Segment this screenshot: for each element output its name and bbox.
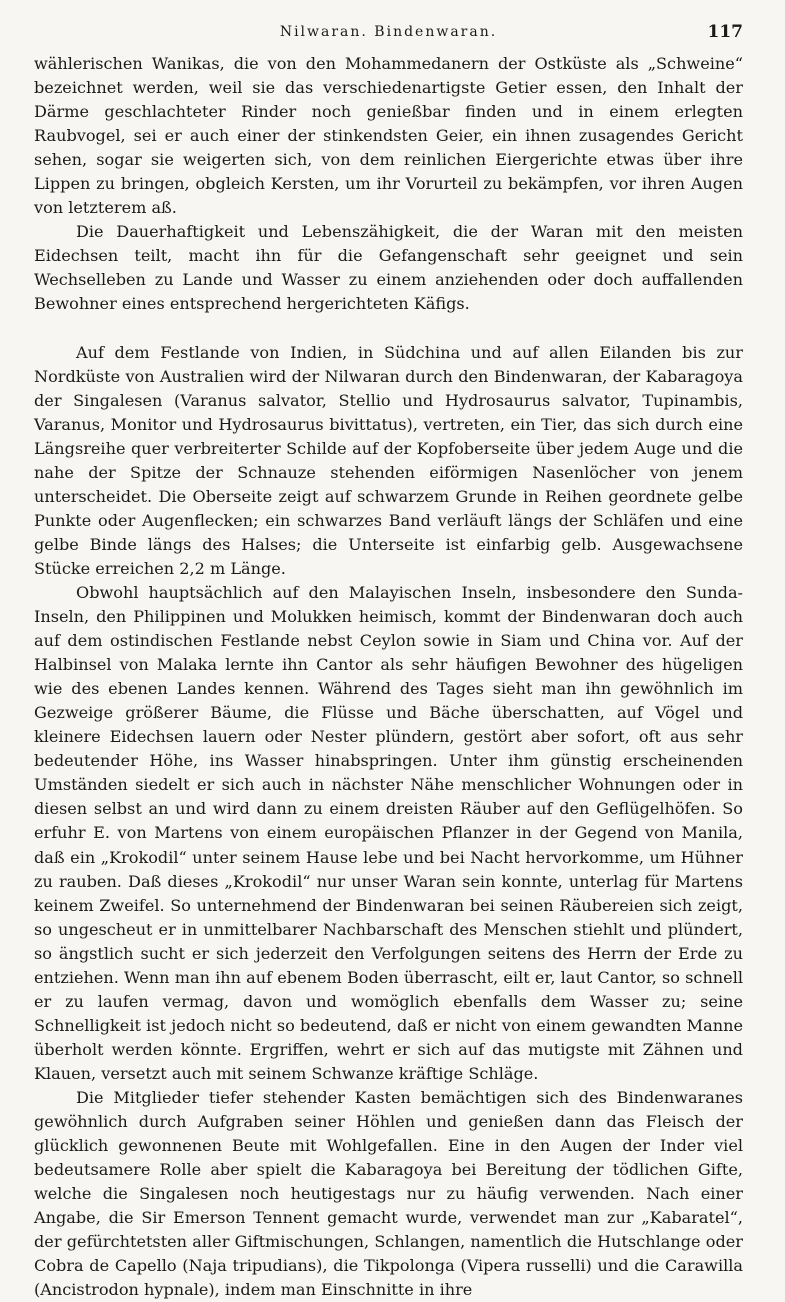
- paragraph: Die Mitglieder tiefer stehender Kasten bemächtigen sich des Bindenwaranes gewöhnlich durch Aufgraben seiner Höhlen und genießen dann das Fleisch der glücklich gewonnenen Beute mit Wohlgefallen. Eine in den Augen der Inder viel bedeutsamere Rolle aber spielt die Kabaragoya bei Bereitung der tödlichen Gifte, welche die Singalesen noch heutigestags nur zu häufig verwenden. Nach einer Angabe, die Sir Emerson Tennent gemacht wurde, verwendet man zur „Kabaratel“, der gefürchtetsten aller Giftmischungen, Schlangen, namentlich die Hutschlange oder Cobra de Capello (Naja tripudians), die Tikpolonga (Vipera russelli) und die Carawilla (Ancistrodon hypnale), indem man Einschnitte in ihre: [34, 1087, 743, 1300]
- running-title: Nilwaran. Bindenwaran.: [279, 24, 498, 40]
- running-head: [34, 22, 743, 52]
- paragraph: Auf dem Festlande von Indien, in Südchina und auf allen Eilanden bis zur Nordküste von Australien wird der Nilwaran durch den Bindenwaran, der Kabaragoya der Singalesen (Varanus salvator, Stellio und Hydrosaurus salvator, Tupinambis, Varanus, Monitor und Hydrosaurus bivittatus), vertreten, ein Tier, das sich durch eine Längsreihe quer verbreiterter Schilde auf der Kopfoberseite über jedem Auge und die nahe der Spitze der Schnauze stehenden eiförmigen Nasenlöcher von jenem unterscheidet. Die Oberseite zeigt auf schwarzem Grunde in Reihen geordnete gelbe Punkte oder Augenflecken; ein schwarzes Band verläuft längs der Schläfen und eine gelbe Binde längs des Halses; die Unterseite ist einfarbig gelb. Ausgewachsene Stücke erreichen 2,2 m Länge.: [34, 342, 743, 578]
- paragraph: Die Dauerhaftigkeit und Lebenszähigkeit, die der Waran mit den meisten Eidechsen teilt, macht ihn für die Gefangenschaft sehr geeignet und sein Wechselleben zu Lande und Wasser zu einem anziehenden oder doch auffallenden Bewohner eines entsprechend hergerichteten Käfigs.: [34, 222, 743, 314]
- page-number: 117: [707, 22, 743, 42]
- paragraph: Obwohl hauptsächlich auf den Malayischen Inseln, insbesondere den Sunda-Inseln, den Philippinen und Molukken heimisch, kommt der Bindenwaran doch auch auf dem ostindischen Festlande nebst Ceylon sowie in Siam und China vor. Auf der Halbinsel von Malaka lernte ihn Cantor als sehr häufigen Bewohner des hügeligen wie des ebenen Landes kennen. Während des Tages sieht man ihn gewöhnlich im Gezweige größerer Bäume, die Flüsse und Bäche überschatten, auf Vögel und kleinere Eidechsen lauern oder Nester plündern, gestört aber sofort, oft aus sehr bedeutender Höhe, ins Wasser hinabspringen. Unter ihm günstig erscheinenden Umständen siedelt er sich auch in nächster Nähe menschlicher Wohnungen oder in diesen selbst an und wird dann zu einem dreisten Räuber auf den Geflügelhöfen. So erfuhr E. von Martens von einem europäischen Pflanzer in der Gegend von Manila, daß ein „Krokodil“ unter seinem Hause lebe und bei Nacht hervorkomme, um Hühner zu rauben. Daß dieses „Krokodil“ nur unser Waran sein konnte, unterlag für Martens keinem Zweifel. So unternehmend der Bindenwaran bei seinen Räubereien sich zeigt, so ungescheut er in unmittelbarer Nachbarschaft des Menschen stiehlt und plündert, so ängstlich sucht er sich jederzeit den Verfolgungen seitens des Herrn der Erde zu entziehen. Wenn man ihn auf ebenem Boden überrascht, eilt er, laut Cantor, so schnell er zu laufen vermag, davon und womöglich ebenfalls dem Wasser zu; seine Schnelligkeit ist jedoch nicht so bedeutend, daß er nicht von einem gewandten Manne überholt werden könnte. Ergriffen, wehrt er sich auf das mutigste mit Zähnen und Klauen, versetzt auch mit seinem Schwanze kräftige Schläge.: [34, 582, 743, 1083]
- paragraph: wählerischen Wanikas, die von den Mohammedanern der Ostküste als „Schweine“ bezeichnet werden, weil sie das verschiedenartigste Getier essen, den Inhalt der Därme geschlachteter Rinder noch genießbar finden und in einem erlegten Raubvogel, sei er auch einer der stinkendsten Geier, ein ihnen zusagendes Gericht sehen, sogar sie weigerten sich, von dem reinlichen Eiergerichte etwas über ihre Lippen zu bringen, obgleich Kersten, um ihr Vorurteil zu bekämpfen, vor ihren Augen von letzterem aß.: [34, 54, 743, 218]
- page-body: [34, 52, 743, 1302]
